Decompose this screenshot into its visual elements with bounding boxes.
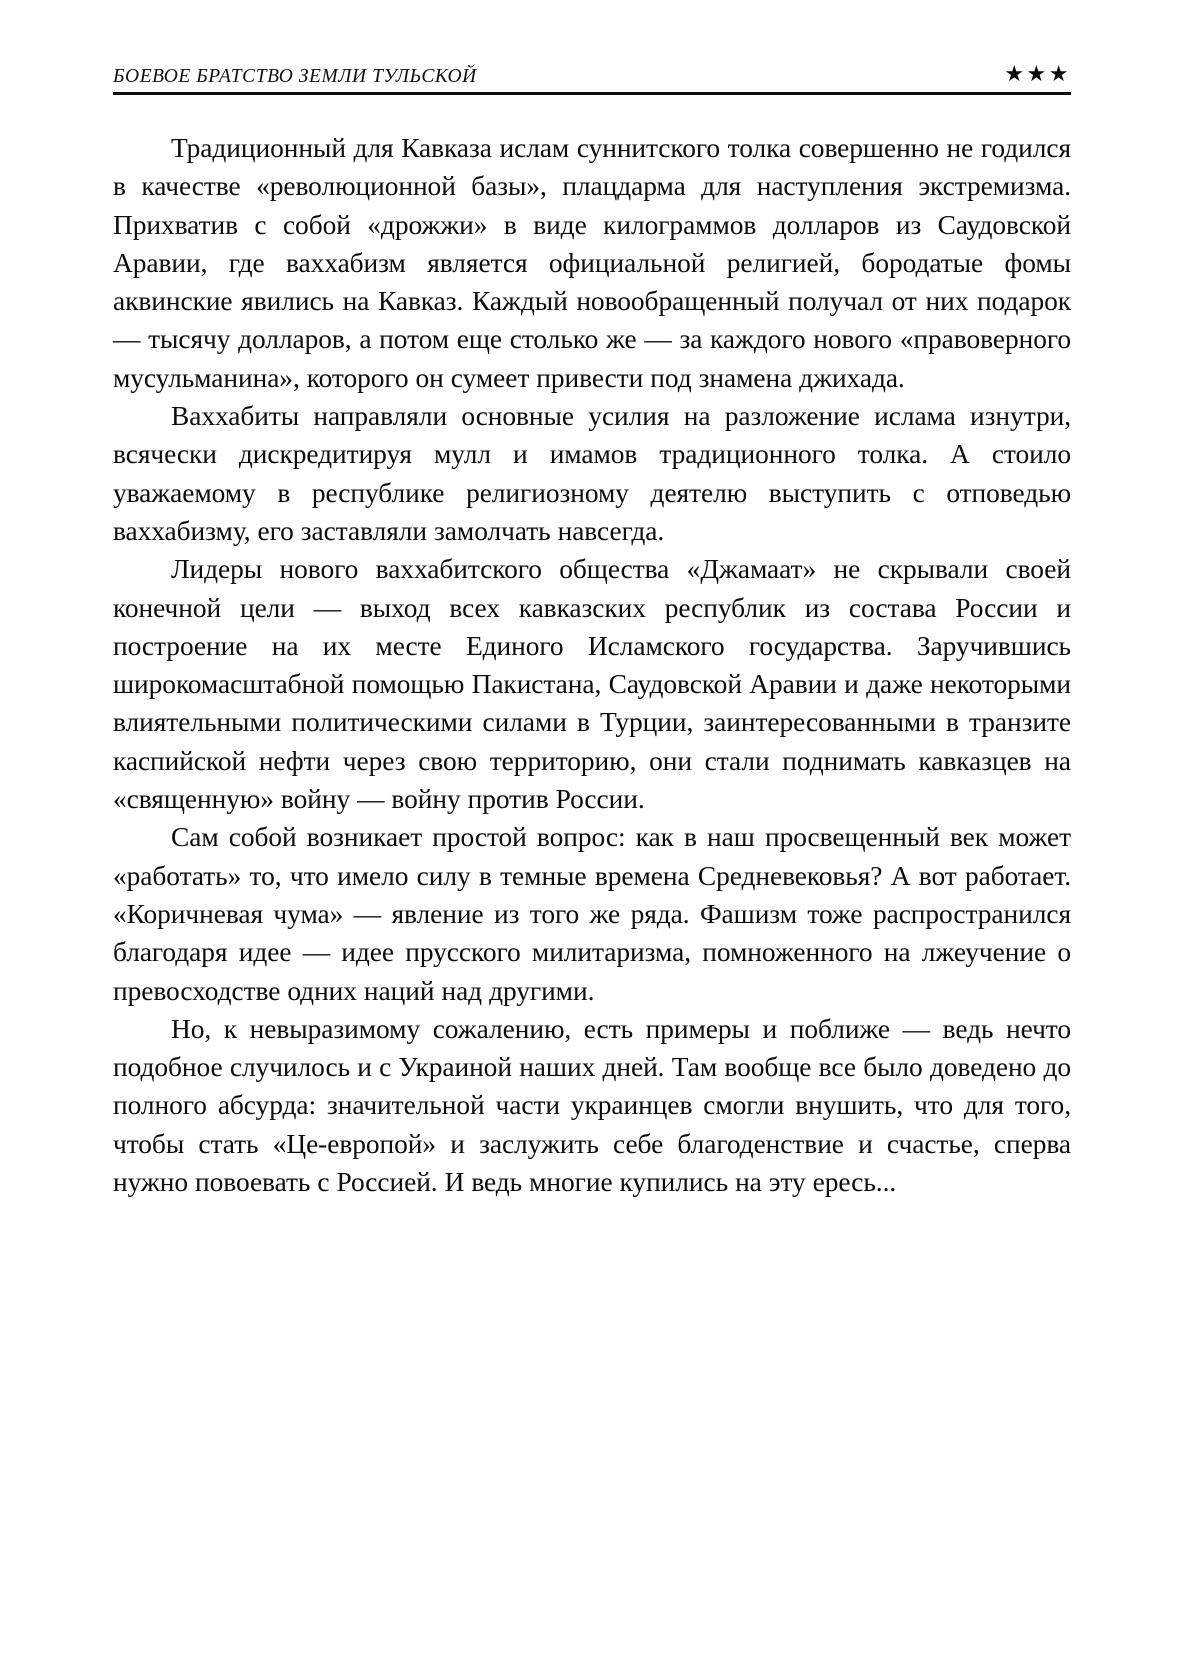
paragraph: Сам собой возникает простой вопрос: как в наш просвещенный век может «работать» то, что имело силу в темные времена Средневековья? А вот работает. «Коричневая чума» — явление из того же ряда. Фашизм тоже распространился благодаря идее — идее прусского милитаризма, помноженного на лжеучение о превосходстве одних наций над другими. — [113, 822, 1071, 1006]
three-stars-icon: ★★★ — [1004, 61, 1071, 86]
paragraph: Лидеры нового ваххабитского общества «Джамаат» не скрывали своей конечной цели — выход всех кавказских республик из состава России и построение на их месте Единого Исламского государства. Заручившись широкомасштабной помощью Пакистана, Саудовской Аравии и даже некоторыми влиятельными политическими силами в Турции, заинтересованными в транзите каспийской нефти через свою территорию, они стали поднимать кавказцев на «священную» войну — войну против России. — [113, 554, 1071, 815]
paragraph: Ваххабиты направляли основные усилия на разложение ислама изнутри, всячески дискредитируя мулл и имамов традиционного толка. А стоило уважаемому в республике религиозному деятелю выступить с отповедью ваххабизму, его заставляли замолчать навсегда. — [113, 401, 1071, 546]
header-rule — [113, 92, 1071, 95]
running-head-title: БОЕВОЕ БРАТСТВО ЗЕМЛИ ТУЛЬСКОЙ — [113, 64, 477, 87]
paragraph: Но, к невыразимому сожалению, есть примеры и поближе — ведь нечто подобное случилось и с Украиной наших дней. Там вообще все было доведено до полного абсурда: значительной части украинцев смогли внушить, что для того, чтобы стать «Це-европой» и заслужить себе благоденствие и счастье, сперва нужно повоевать с Россией. И ведь многие купились на эту ересь... — [113, 1013, 1071, 1198]
running-head — [113, 52, 1071, 86]
paragraph: Традиционный для Кавказа ислам суннитского толка совершенно не годился в качестве «революционной базы», плацдарма для наступления экстремизма. Прихватив с собой «дрожжи» в виде килограммов долларов из Саудовской Аравии, где ваххабизм является официальной религией, бородатые фомы аквинские явились на Кавказ. Каждый новообращенный получал от них подарок — тысячу долларов, а потом еще столько же — за каждого нового «правоверного мусульманина», которого он сумеет привести под знамена джихада. — [113, 133, 1071, 393]
body-text — [113, 129, 1071, 1201]
